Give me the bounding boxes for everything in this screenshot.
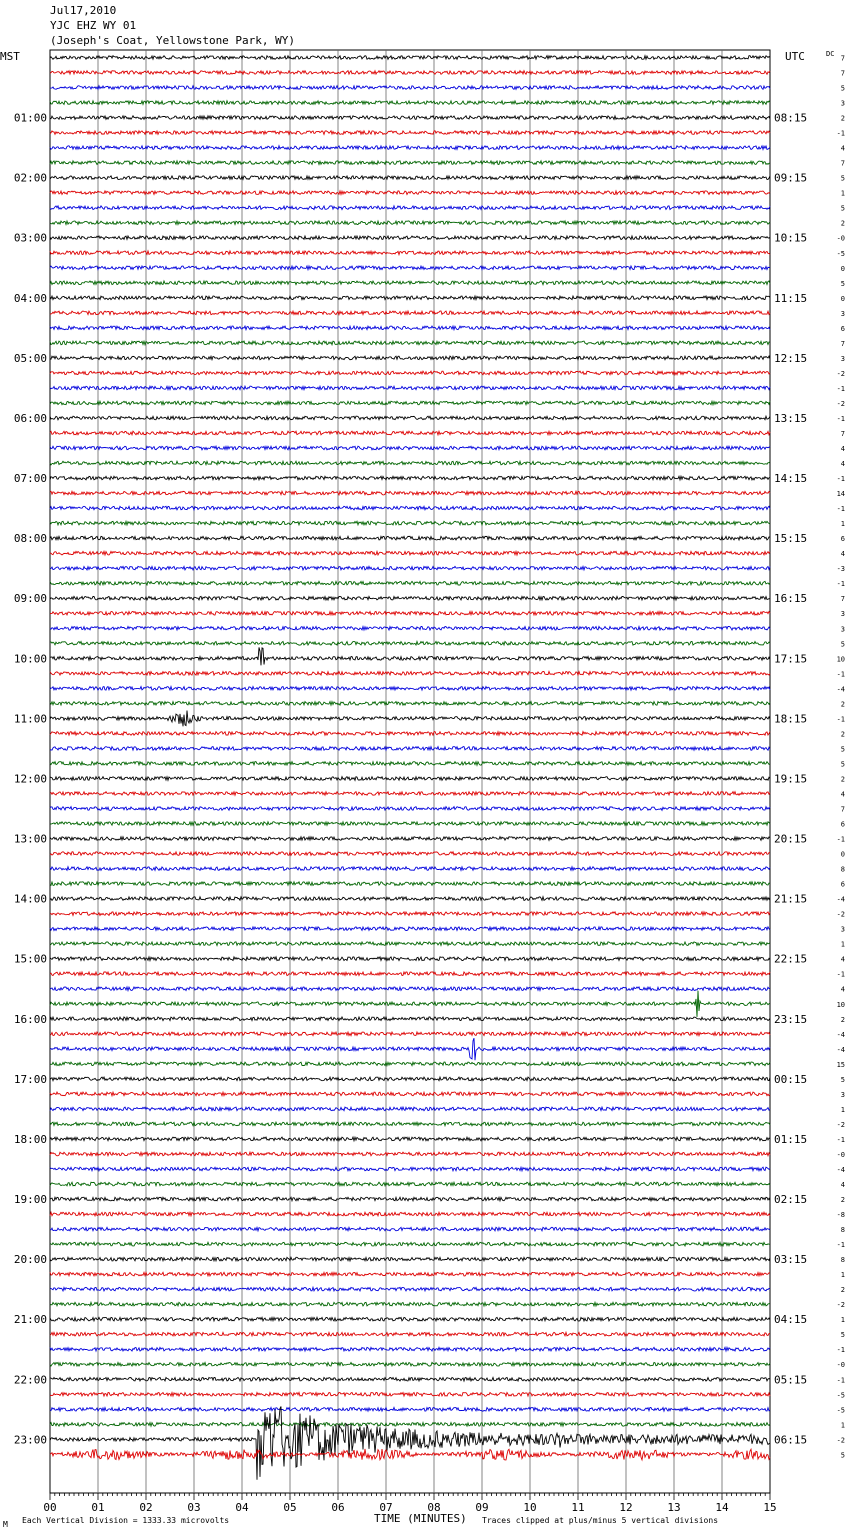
x-tick-label: 14 xyxy=(715,1501,729,1514)
left-hour-label: 22:00 xyxy=(13,1373,47,1387)
dc-offset-label: -8 xyxy=(836,1211,845,1220)
dc-offset-label: 5 xyxy=(840,1075,845,1084)
dc-offset-label: 5 xyxy=(840,1331,845,1340)
x-tick-label: 00 xyxy=(43,1501,57,1514)
trace-77 xyxy=(50,1212,770,1216)
trace-25 xyxy=(50,431,770,435)
dc-offset-label: 6 xyxy=(840,535,845,544)
dc-offset-label: 5 xyxy=(840,174,845,183)
dc-offset-label: -1 xyxy=(836,414,845,423)
right-hour-label: 00:15 xyxy=(774,1072,808,1086)
trace-17 xyxy=(50,311,770,315)
trace-51 xyxy=(50,822,770,826)
left-hour-label: 05:00 xyxy=(13,351,47,365)
dc-offset-label: -1 xyxy=(836,129,845,138)
trace-33 xyxy=(50,551,770,555)
trace-52 xyxy=(50,837,770,841)
left-hour-label: 16:00 xyxy=(13,1012,47,1026)
corner-mark: M xyxy=(3,1520,8,1529)
dc-offset-label: -2 xyxy=(836,1120,845,1129)
trace-56 xyxy=(50,897,770,901)
dc-offset-label: 1 xyxy=(840,1271,845,1280)
x-tick-label: 13 xyxy=(667,1501,681,1514)
dc-offset-label: 3 xyxy=(840,354,845,363)
dc-offset-label: -4 xyxy=(836,685,845,694)
dc-offset-label: -1 xyxy=(836,475,845,484)
dc-offset-label: 6 xyxy=(840,880,845,889)
dc-offset-label: 7 xyxy=(840,805,845,814)
dc-offset-label: -1 xyxy=(836,505,845,514)
right-hour-label: 13:15 xyxy=(774,411,808,425)
dc-offset-label: -5 xyxy=(836,1391,845,1400)
trace-82 xyxy=(50,1287,770,1291)
right-hour-label: 11:15 xyxy=(774,291,808,305)
dc-offset-label: 8 xyxy=(840,1226,845,1235)
x-tick-label: 12 xyxy=(619,1501,633,1514)
dc-offset-label: 0 xyxy=(840,264,845,273)
dc-offset-label: 3 xyxy=(840,1090,845,1099)
trace-38 xyxy=(50,627,770,631)
trace-89 xyxy=(50,1393,770,1397)
clip-note: Traces clipped at plus/minus 5 vertical divisions xyxy=(482,1516,719,1525)
dc-offset-label: 7 xyxy=(840,54,845,63)
left-hour-label: 01:00 xyxy=(13,111,47,125)
trace-55 xyxy=(50,882,770,886)
right-hour-label: 16:15 xyxy=(774,592,808,606)
trace-29 xyxy=(50,491,770,495)
right-hour-label: 05:15 xyxy=(774,1373,808,1387)
x-axis-title: TIME (MINUTES) xyxy=(374,1512,467,1525)
trace-90 xyxy=(50,1408,770,1412)
right-hour-label: 20:15 xyxy=(774,832,808,846)
trace-31 xyxy=(50,521,770,525)
trace-59 xyxy=(50,942,770,946)
trace-20 xyxy=(50,356,770,360)
dc-offset-label: -3 xyxy=(836,565,845,574)
dc-offset-label: -4 xyxy=(836,895,845,904)
dc-offset-label: 6 xyxy=(840,820,845,829)
trace-62 xyxy=(50,987,770,991)
trace-27 xyxy=(50,461,770,465)
plot-frame xyxy=(50,50,770,1493)
dc-offset-label: 0 xyxy=(840,850,845,859)
x-tick-label: 02 xyxy=(139,1501,153,1514)
dc-offset-label: -1 xyxy=(836,1376,845,1385)
dc-offset-label: 4 xyxy=(840,550,845,559)
trace-48 xyxy=(50,777,770,781)
dc-offset-label: 4 xyxy=(840,144,845,153)
trace-88 xyxy=(50,1378,770,1382)
trace-44 xyxy=(50,711,770,727)
left-hour-label: 08:00 xyxy=(13,532,47,546)
trace-85 xyxy=(50,1332,770,1336)
dc-offset-label: -2 xyxy=(836,369,845,378)
dc-offset-label: 4 xyxy=(840,445,845,454)
right-hour-label: 04:15 xyxy=(774,1313,808,1327)
right-hour-label: 15:15 xyxy=(774,532,808,546)
trace-43 xyxy=(50,702,770,706)
dc-offset-label: -1 xyxy=(836,1241,845,1250)
left-axis-title: MST xyxy=(0,50,20,63)
left-hour-label: 11:00 xyxy=(13,712,47,726)
dc-offset-label: 8 xyxy=(840,1256,845,1265)
x-tick-label: 07 xyxy=(379,1501,393,1514)
trace-73 xyxy=(50,1152,770,1156)
trace-64 xyxy=(50,1017,770,1021)
left-hour-label: 02:00 xyxy=(13,171,47,185)
trace-79 xyxy=(50,1242,770,1246)
left-hour-label: 04:00 xyxy=(13,291,47,305)
x-tick-label: 08 xyxy=(427,1501,441,1514)
dc-offset-label: 7 xyxy=(840,595,845,604)
left-hour-label: 10:00 xyxy=(13,652,47,666)
dc-offset-label: -2 xyxy=(836,1436,845,1445)
trace-63 xyxy=(50,991,770,1017)
dc-offset-label: 8 xyxy=(840,865,845,874)
x-tick-label: 01 xyxy=(91,1501,105,1514)
dc-offset-label: -1 xyxy=(836,835,845,844)
trace-66 xyxy=(50,1038,770,1060)
trace-14 xyxy=(50,266,770,270)
trace-61 xyxy=(50,972,770,976)
trace-15 xyxy=(50,281,770,285)
dc-offset-label: 10 xyxy=(836,1000,845,1009)
right-hour-label: 12:15 xyxy=(774,351,808,365)
dc-offset-label: 4 xyxy=(840,955,845,964)
trace-13 xyxy=(50,251,770,255)
dc-offset-label: 1 xyxy=(840,1316,845,1325)
dc-offset-label: 2 xyxy=(840,1015,845,1024)
trace-6 xyxy=(50,146,770,150)
right-hour-label: 23:15 xyxy=(774,1012,808,1026)
right-hour-label: 19:15 xyxy=(774,772,808,786)
trace-45 xyxy=(50,732,770,736)
dc-offset-label: 4 xyxy=(840,790,845,799)
trace-8 xyxy=(50,176,770,180)
dc-offset-label: -4 xyxy=(836,1030,845,1039)
dc-offset-label: 7 xyxy=(840,339,845,348)
trace-65 xyxy=(50,1032,770,1036)
dc-offset-label: -1 xyxy=(836,715,845,724)
trace-37 xyxy=(50,611,770,615)
trace-93 xyxy=(50,1449,770,1460)
dc-offset-label: 5 xyxy=(840,84,845,93)
x-tick-label: 09 xyxy=(475,1501,489,1514)
x-tick-label: 11 xyxy=(571,1501,585,1514)
left-hour-label: 06:00 xyxy=(13,411,47,425)
dc-offset-label: 2 xyxy=(840,730,845,739)
dc-offset-label: 10 xyxy=(836,655,845,664)
trace-68 xyxy=(50,1077,770,1081)
dc-offset-label: 3 xyxy=(840,99,845,108)
dc-offset-label: 2 xyxy=(840,114,845,123)
trace-87 xyxy=(50,1362,770,1366)
left-hour-label: 21:00 xyxy=(13,1313,47,1327)
dc-offset-label: 2 xyxy=(840,1196,845,1205)
left-hour-label: 19:00 xyxy=(13,1193,47,1207)
trace-74 xyxy=(50,1167,770,1171)
header-station: YJC EHZ WY 01 xyxy=(50,19,137,32)
dc-offset-label: 2 xyxy=(840,1286,845,1295)
scale-note: Each Vertical Division = 1333.33 microvolts xyxy=(22,1516,230,1525)
trace-41 xyxy=(50,672,770,676)
trace-18 xyxy=(50,326,770,330)
trace-32 xyxy=(50,536,770,540)
trace-78 xyxy=(50,1227,770,1231)
trace-53 xyxy=(50,852,770,856)
trace-92 xyxy=(50,1407,770,1480)
left-hour-label: 23:00 xyxy=(13,1433,47,1447)
trace-76 xyxy=(50,1197,770,1201)
dc-offset-label: 1 xyxy=(840,189,845,198)
right-hour-label: 22:15 xyxy=(774,952,808,966)
right-axis-title: UTC xyxy=(785,50,805,63)
left-hour-label: 18:00 xyxy=(13,1132,47,1146)
dc-offset-label: 0 xyxy=(840,294,845,303)
dc-offset-label: 14 xyxy=(836,490,845,499)
trace-39 xyxy=(50,642,770,646)
dc-offset-label: 7 xyxy=(840,69,845,78)
dc-offset-label: -0 xyxy=(836,1361,845,1370)
dc-offset-label: 4 xyxy=(840,985,845,994)
right-hour-label: 21:15 xyxy=(774,892,808,906)
dc-offset-label: -0 xyxy=(836,234,845,243)
left-hour-label: 15:00 xyxy=(13,952,47,966)
trace-81 xyxy=(50,1272,770,1276)
trace-11 xyxy=(50,221,770,225)
dc-offset-label: -1 xyxy=(836,384,845,393)
trace-50 xyxy=(50,807,770,811)
dc-offset-label: 5 xyxy=(840,760,845,769)
dc-offset-label: -5 xyxy=(836,1406,845,1415)
trace-70 xyxy=(50,1107,770,1111)
trace-34 xyxy=(50,566,770,570)
left-hour-label: 13:00 xyxy=(13,832,47,846)
dc-offset-label: 5 xyxy=(840,279,845,288)
trace-84 xyxy=(50,1317,770,1321)
dc-offset-label: 2 xyxy=(840,775,845,784)
dc-offset-label: -1 xyxy=(836,580,845,589)
trace-2 xyxy=(50,86,770,90)
trace-4 xyxy=(50,116,770,120)
trace-35 xyxy=(50,581,770,585)
trace-9 xyxy=(50,191,770,195)
trace-19 xyxy=(50,341,770,345)
trace-67 xyxy=(50,1062,770,1066)
trace-57 xyxy=(50,912,770,916)
right-hour-label: 02:15 xyxy=(774,1193,808,1207)
trace-5 xyxy=(50,131,770,135)
dc-offset-label: 6 xyxy=(840,324,845,333)
trace-71 xyxy=(50,1122,770,1126)
trace-7 xyxy=(50,161,770,165)
dc-offset-label: -2 xyxy=(836,1301,845,1310)
dc-offset-label: 3 xyxy=(840,925,845,934)
dc-offset-label: 4 xyxy=(840,460,845,469)
dc-offset-label: 5 xyxy=(840,640,845,649)
dc-offset-label: 1 xyxy=(840,940,845,949)
trace-22 xyxy=(50,386,770,390)
x-tick-label: 06 xyxy=(331,1501,345,1514)
dc-offset-label: 7 xyxy=(840,159,845,168)
left-hour-label: 07:00 xyxy=(13,472,47,486)
left-hour-label: 03:00 xyxy=(13,231,47,245)
x-tick-label: 03 xyxy=(187,1501,201,1514)
dc-offset-label: 3 xyxy=(840,625,845,634)
trace-46 xyxy=(50,747,770,751)
dc-offset-label: 4 xyxy=(840,1181,845,1189)
trace-16 xyxy=(50,296,770,300)
right-hour-label: 09:15 xyxy=(774,171,808,185)
right-hour-label: 06:15 xyxy=(774,1433,808,1447)
trace-0 xyxy=(50,56,770,60)
trace-42 xyxy=(50,687,770,691)
trace-3 xyxy=(50,101,770,105)
left-hour-label: 14:00 xyxy=(13,892,47,906)
x-tick-label: 10 xyxy=(523,1501,537,1514)
right-hour-label: 17:15 xyxy=(774,652,808,666)
left-hour-label: 12:00 xyxy=(13,772,47,786)
dc-offset-label: -1 xyxy=(836,670,845,679)
trace-26 xyxy=(50,446,770,450)
trace-80 xyxy=(50,1257,770,1261)
dc-offset-label: -5 xyxy=(836,249,845,258)
trace-60 xyxy=(50,957,770,961)
trace-75 xyxy=(50,1182,770,1186)
trace-23 xyxy=(50,401,770,405)
dc-offset-label: -1 xyxy=(836,970,845,979)
header-date: Jul17,2010 xyxy=(50,4,117,17)
right-hour-label: 03:15 xyxy=(774,1253,808,1267)
header-location: (Joseph's Coat, Yellowstone Park, WY) xyxy=(50,34,296,47)
left-hour-label: 09:00 xyxy=(13,592,47,606)
right-hour-label: 18:15 xyxy=(774,712,808,726)
dc-offset-label: 2 xyxy=(840,219,845,228)
trace-1 xyxy=(50,71,770,75)
dc-offset-label: 7 xyxy=(840,430,845,438)
dc-offset-label: 5 xyxy=(840,1451,845,1460)
dc-title: DC xyxy=(826,50,835,58)
dc-offset-label: -1 xyxy=(836,1135,845,1144)
dc-offset-label: -4 xyxy=(836,1165,845,1174)
trace-21 xyxy=(50,371,770,375)
x-tick-label: 04 xyxy=(235,1501,249,1514)
x-tick-label: 05 xyxy=(283,1501,297,1514)
dc-offset-label: 5 xyxy=(840,745,845,754)
trace-47 xyxy=(50,762,770,766)
trace-69 xyxy=(50,1092,770,1096)
left-hour-label: 20:00 xyxy=(13,1253,47,1267)
trace-49 xyxy=(50,792,770,796)
right-hour-label: 08:15 xyxy=(774,111,808,125)
dc-offset-label: 3 xyxy=(840,309,845,318)
trace-30 xyxy=(50,506,770,510)
right-hour-label: 01:15 xyxy=(774,1132,808,1146)
trace-28 xyxy=(50,476,770,480)
dc-offset-label: 3 xyxy=(840,610,845,619)
trace-12 xyxy=(50,236,770,240)
dc-offset-label: -2 xyxy=(836,399,845,408)
trace-86 xyxy=(50,1347,770,1351)
dc-offset-label: 2 xyxy=(840,700,845,709)
trace-83 xyxy=(50,1302,770,1306)
trace-91 xyxy=(50,1423,770,1427)
dc-offset-label: -0 xyxy=(836,1150,845,1159)
trace-58 xyxy=(50,927,770,931)
trace-10 xyxy=(50,206,770,210)
trace-40 xyxy=(50,647,770,665)
dc-offset-label: -2 xyxy=(836,910,845,919)
dc-offset-label: 1 xyxy=(840,1105,845,1114)
dc-offset-label: 1 xyxy=(840,1421,845,1430)
dc-offset-label: -1 xyxy=(836,1346,845,1355)
dc-offset-label: 5 xyxy=(840,204,845,213)
dc-offset-label: 1 xyxy=(840,520,845,529)
trace-36 xyxy=(50,596,770,600)
right-hour-label: 10:15 xyxy=(774,231,808,245)
left-hour-label: 17:00 xyxy=(13,1072,47,1086)
trace-24 xyxy=(50,416,770,420)
right-hour-label: 14:15 xyxy=(774,472,808,486)
trace-72 xyxy=(50,1137,770,1141)
dc-offset-label: 15 xyxy=(836,1060,845,1069)
x-tick-label: 15 xyxy=(763,1501,777,1514)
dc-offset-label: -4 xyxy=(836,1045,845,1054)
trace-54 xyxy=(50,867,770,871)
